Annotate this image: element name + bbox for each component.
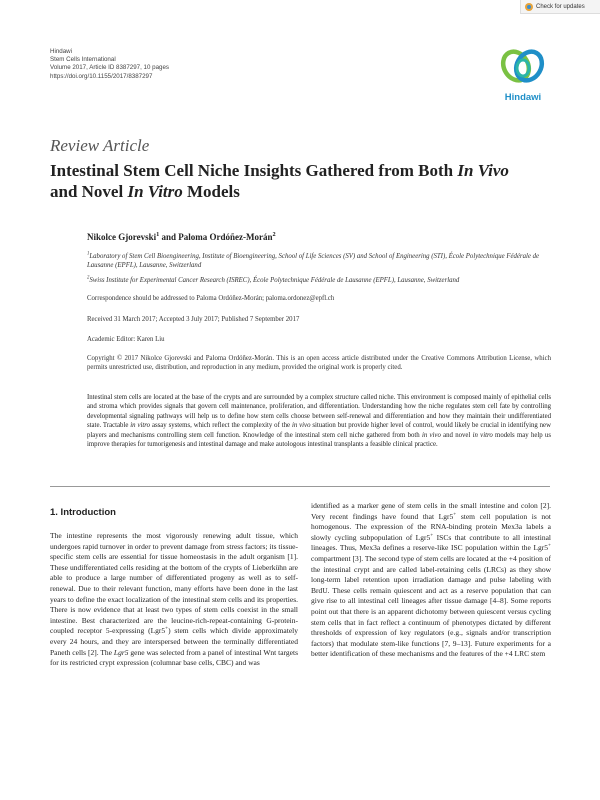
title-part-3: Models: [182, 182, 240, 201]
author-1-sup: 1: [156, 231, 160, 238]
copyright-notice: Copyright © 2017 Nikolce Gjorevski and Paloma Ordóñez-Morán. This is an open access article distributed under the Creative Commons Attribution License, which permits unrestricted use, distribution, and reproduction in any medium, provided the original work is properly cited.: [87, 355, 551, 371]
author-1[interactable]: Nikolce Gjorevski: [87, 232, 157, 242]
crossmark-icon: [525, 3, 533, 11]
right-text-3: ISCs that contribute to all intestinal lineages. Thus, Mex3a defines a reserve-like ISC population within the Lgr5: [311, 532, 551, 553]
right-sup-a: +: [453, 511, 457, 518]
article-type: Review Article: [50, 136, 150, 155]
section-divider: [50, 486, 550, 487]
abstract-text-4: and novel: [440, 431, 473, 439]
author-2[interactable]: Paloma Ordóñez-Morán: [178, 232, 273, 242]
affiliation-2-text: Swiss Institute for Experimental Cancer Research (ISREC), École Polytechnique Fédérale de Lausanne (EPFL), Lausanne, Switzerland: [89, 277, 460, 284]
check-updates-label: Check for updates: [536, 3, 585, 10]
left-italic-a: Lgr5: [113, 647, 129, 657]
right-column-text: [311, 501, 551, 660]
right-sup-c: +: [548, 542, 551, 549]
abstract-text-3: situation but provide higher level of control, would likely be crucial in identifying new players and mechanisms controlling stem cell function. Knowledge of the intestinal stem cell niche gathered from both: [87, 422, 551, 439]
author-and: and: [159, 232, 179, 242]
dates-line: Received 31 March 2017; Accepted 3 July 2017; Published 7 September 2017: [87, 316, 300, 323]
academic-editor: Academic Editor: Karen Liu: [87, 336, 165, 343]
left-paragraph: [50, 531, 298, 669]
title-part-2: and Novel: [50, 182, 128, 201]
right-sup-b: +: [430, 532, 434, 539]
left-text-3: gene was selected from a panel of intestinal Wnt targets for its restricted crypt expression (columnar base cells, CBC) and was: [50, 647, 298, 668]
abstract-italic-4: in vitro: [472, 431, 493, 439]
affiliation-1-sup: 1: [87, 251, 90, 257]
hindawi-logo: [496, 44, 550, 106]
check-for-updates-badge[interactable]: [520, 0, 600, 14]
left-sup-a: +: [165, 625, 169, 632]
abstract: [87, 393, 551, 449]
abstract-text-5: models may help us improve therapies for tumorigenesis and intestinal damage and make autologous intestinal transplants a feasible clinical practice.: [87, 431, 551, 449]
title-italic-2: In Vitro: [127, 182, 183, 201]
title-italic-1: In Vivo: [457, 161, 509, 180]
right-paragraph: [311, 501, 551, 660]
volume-line: Volume 2017, Article ID 8387297, 10 pages: [50, 64, 170, 72]
affiliation-2: [87, 276, 557, 285]
affiliation-1-text: Laboratory of Stem Cell Bioengineering, Institute of Bioengineering, School of Life Sciences (SV) and School of Engineering (STI), École Polytechnique Fédérale de Lausanne (EPFL), Lausanne, Switzerland: [87, 253, 539, 269]
affiliation-2-sup: 2: [87, 275, 90, 281]
abstract-italic-2: in vivo: [291, 422, 311, 430]
left-column-text: [50, 531, 298, 669]
abstract-italic-1: in vitro: [130, 422, 151, 430]
author-list: [87, 232, 276, 242]
correspondence: Correspondence should be addressed to Paloma Ordóñez-Morán; paloma.ordonez@epfl.ch: [87, 295, 335, 302]
left-text-2: ) stem cells which divide approximately every 24 hours, and they are interspersed between the terminally differentiated Paneth cells [2]. The: [50, 626, 298, 657]
section-heading: 1. Introduction: [50, 507, 116, 518]
journal-name: Stem Cells International: [50, 56, 116, 64]
abstract-text-2: assay systems, which reflect the complexity of the: [150, 422, 292, 430]
abstract-italic-3: in vivo: [421, 431, 441, 439]
author-2-sup: 2: [272, 231, 276, 238]
doi-link[interactable]: https://doi.org/10.1155/2017/8387297: [50, 72, 153, 80]
title-part-1: Intestinal Stem Cell Niche Insights Gathered from Both: [50, 161, 458, 180]
publisher-name: Hindawi: [50, 48, 73, 55]
affiliation-1: [87, 252, 557, 270]
right-text-1: identified as a marker gene of stem cells in the small intestine and colon [2]. Very recent findings have found that Lgr5: [311, 501, 551, 521]
article-title: [50, 160, 560, 202]
journal-info: [50, 48, 169, 81]
abstract-text-1: Intestinal stem cells are located at the base of the crypts and are surrounded by a complex structure called niche. This environment is composed mainly of epithelial cells and stroma which provides signals that govern cell maintenance, proliferation, and differentiation. Understanding how the niche regulates stem cell fate by controlling developmental signaling pathways will help us to define how stem cells choose between self-renewal and differentiation and how they maintain their undifferentiated state. Tractable: [87, 394, 551, 430]
logo-wordmark: Hindawi: [504, 92, 542, 103]
left-text-1: The intestine represents the most vigorously renewing adult tissue, which undergoes rapid turnover in order to prevent damage from stress factors; its tissue-specific stem cells are essential for tissue homeostasis in the adult organism [1]. These undifferentiated cells residing at the bottom of the crypts of Lieberkühn are able to produce a large number of differentiated progeny as well as to self-renewal. Due to their relevant function, many efforts have been done in the last years to define the exact localization of the intestinal stem cells and its properties. There is now evidence that at least two types of stem cells coexist in the small intestine. Best characterized are the leucine-rich-repeat-containing G-protein-coupled receptor 5-expressing (Lgr5: [50, 531, 298, 636]
hindawi-rings-icon: [496, 44, 550, 90]
right-text-2: stem cell population is not homogenous. The expression of the RNA-binding protein Mex3a labels a slowly cycling subpopulation of Lgr5: [311, 511, 551, 542]
right-text-4: compartment [3]. The second type of stem cells are located at the +4 position of the intestinal crypt and are called label-retaining cells (LRCs) as they show long-term label retention upon irradiation damage and pulse labeling with BrdU. These cells remain quiescent and act as a reserve population that can give rise to all intestinal cell lineages after tissue damage [4–8]. Some reports point out that there is an apparent dichotomy between quiescent versus cycling stem cells that in fact reflect a continuum of phenotypes dictated by different thresholds of expression of key regulators (e.g., signals and/or transcription factors) that modulate stem-like functions [7, 9–13]. Future experiments for a better identification of these mechanisms and the features of the +4 LRC stem: [311, 553, 551, 659]
